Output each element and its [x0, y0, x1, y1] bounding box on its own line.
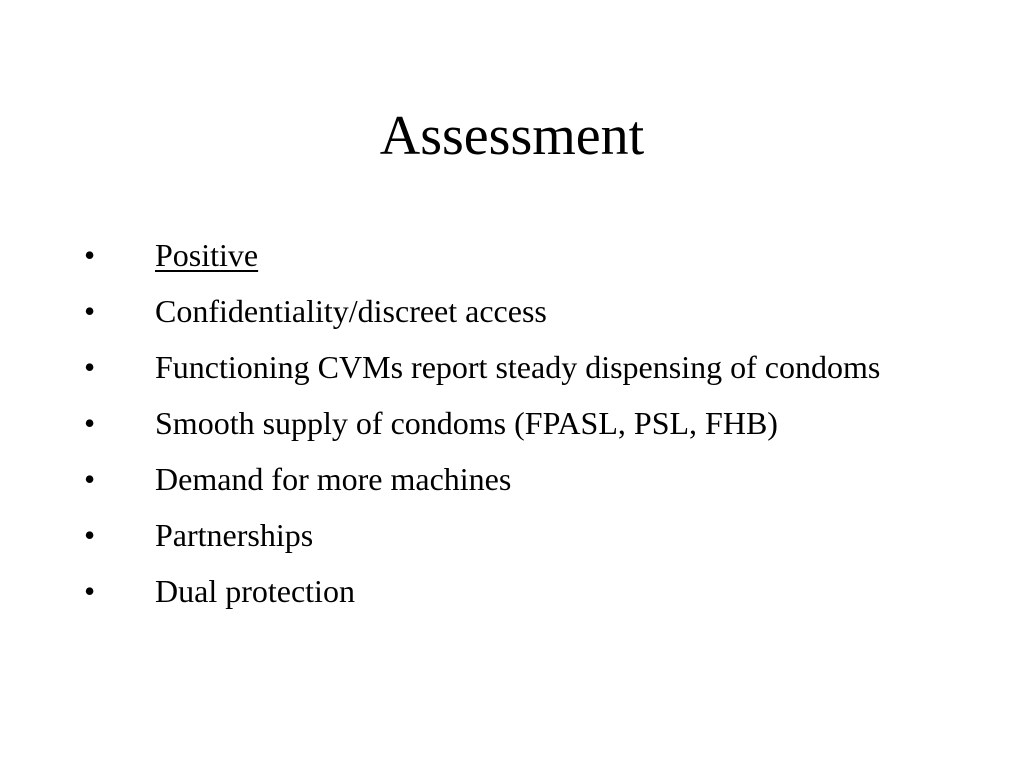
bullet-item-partnerships [84, 512, 964, 558]
bullet-icon: • [84, 405, 96, 441]
bullet-item-smooth-supply [84, 400, 964, 446]
bullet-text: Smooth supply of condoms (FPASL, PSL, FHB) [155, 405, 778, 441]
bullet-text: Demand for more machines [155, 461, 512, 497]
bullet-item-demand [84, 456, 964, 502]
bullet-icon: • [84, 293, 96, 329]
bullet-text: Functioning CVMs report steady dispensing of condoms [155, 349, 881, 385]
slide-title: Assessment [379, 105, 645, 167]
bullet-item-dual-protection [84, 568, 964, 614]
bullet-text: Partnerships [155, 517, 314, 553]
bullet-item-confidentiality [84, 288, 964, 334]
bullet-item-functioning-cvms [84, 344, 964, 390]
bullet-item-positive [84, 232, 964, 278]
bullet-text: Positive [155, 237, 259, 273]
bullet-text: Dual protection [155, 573, 355, 609]
bullet-icon: • [84, 461, 96, 497]
bullet-icon: • [84, 237, 96, 273]
bullet-icon: • [84, 517, 96, 553]
bullet-icon: • [84, 573, 96, 609]
bullet-icon: • [84, 349, 96, 385]
bullet-list [84, 232, 964, 624]
bullet-text: Confidentiality/discreet access [155, 293, 547, 329]
